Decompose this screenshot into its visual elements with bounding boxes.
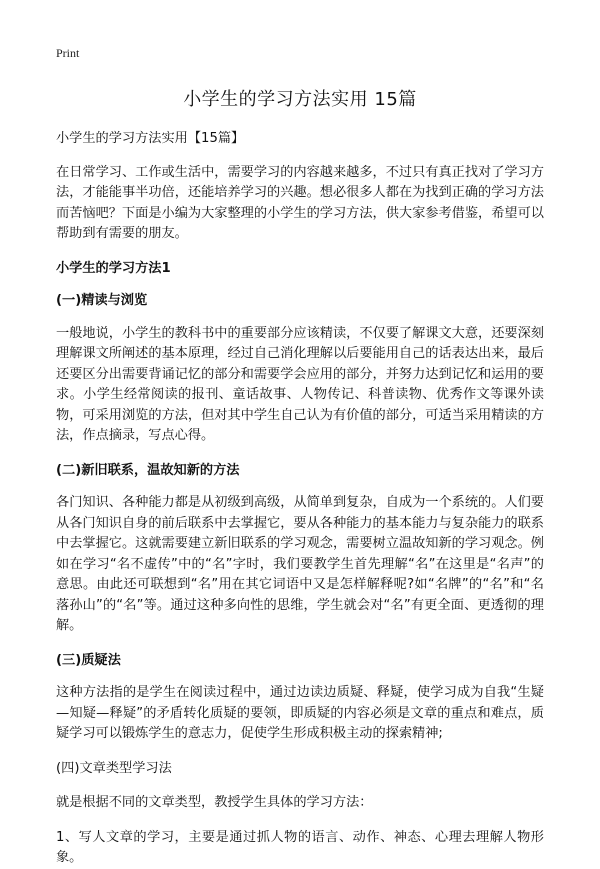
subsection-heading-4: (四)文章类型学习法 — [56, 760, 172, 776]
subsection-heading-3: (三)质疑法 — [56, 652, 121, 668]
article-subtitle: 小学生的学习方法实用【15篇】 — [56, 131, 245, 146]
page-title: 小学生的学习方法实用 15篇 — [183, 89, 417, 110]
intro-paragraph: 在日常学习、工作或生活中，需要学习的内容越来越多，不过只有真正找对了学习方法，才能能事半功倍，还能培养学习的兴趣。想必很多人都在为找到正确的学习方法而苦恼吧？下面是小编为大家整理的小学生的学习方法，供大家参考借鉴，希望可以帮助到有需要的朋友。 — [56, 164, 544, 241]
subsection-heading-1: (一)精读与浏览 — [56, 293, 148, 308]
subsection-body-3: 这种方法指的是学生在阅读过程中，通过边读边质疑、释疑，使学习成为自我“生疑—知疑—释疑”的矛盾转化质疑的要领，即质疑的内容必须是文章的重点和难点，质疑学习可以锻炼学生的意志力，促使学生形成积极主动的探索精神; — [56, 685, 544, 741]
subsection-body-1: 一般地说，小学生的教科书中的重要部分应该精读，不仅要了解课文大意，还要深刻理解课文所阐述的基本原理，经过自己消化理解以后要能用自己的话表达出来，最后还要区分出需要背诵记忆的部分和需要学会应用的部分，并努力达到记忆和运用的要求。小学生经常阅读的报刊、童话故事、人物传记、科普读物、优秀作文等课外读物，可采用浏览的方法，但对其中学生自己认为有价值的部分，可适当采用精读的方法，作点摘录，写点心得。 — [56, 325, 544, 443]
print-link[interactable]: Print — [56, 46, 80, 60]
subsection-heading-2: (二)新旧联系，温故知新的方法 — [56, 462, 240, 478]
subsection-body-2: 各门知识、各种能力都是从初级到高级，从简单到复杂，自成为一个系统的。人们要从各门知识自身的前后联系中去掌握它，要从各种能力的基本能力与复杂能力的联系中去掌握它。这就需要建立新旧联系的学习观念，需要树立温故知新的学习观念。例如在学习“名不虚传”中的“名”字时，我们要教学生首先理解“名”在这里是“名声”的意思。由此还可联想到“名”用在其它词语中又是怎样解释呢?如“名牌”的“名”和“名落孙山”的“名”等。通过这种多向性的思维，学生就会对“名”有更全面、更透彻的理解。 — [56, 495, 544, 633]
list-item-1: 1、写人文章的学习，主要是通过抓人物的语言、动作、神态、心理去理解人物形象。 — [56, 829, 544, 865]
subsection-body-4: 就是根据不同的文章类型，教授学生具体的学习方法： — [56, 795, 373, 810]
section-heading-1: 小学生的学习方法1 — [56, 260, 171, 276]
